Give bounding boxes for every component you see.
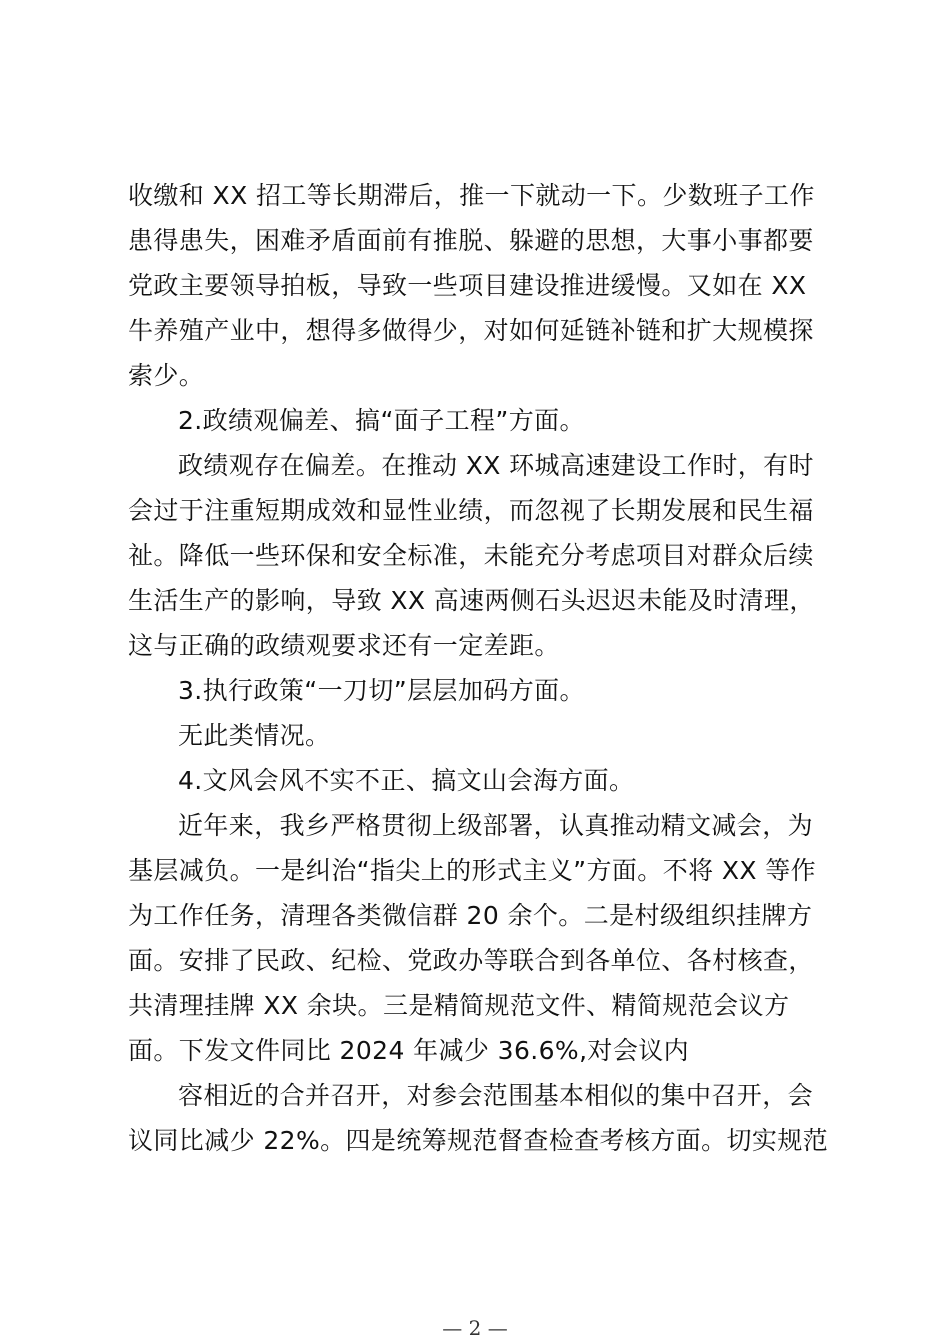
text-line: 党政主要领导拍板，导致一些项目建设推进缓慢。又如在 XX bbox=[128, 271, 807, 300]
paragraph-start: 容相近的合并召开，对参会范围基本相似的集中召开，会 bbox=[178, 1081, 814, 1110]
paragraph-start: 近年来，我乡严格贯彻上级部署，认真推动精文减会，为 bbox=[178, 811, 814, 840]
text-line: 收缴和 XX 招工等长期滞后，推一下就动一下。少数班子工作 bbox=[128, 181, 815, 210]
paragraph-start: 无此类情况。 bbox=[178, 721, 331, 750]
section-heading: 3.执行政策“一刀切”层层加码方面。 bbox=[178, 676, 585, 705]
section-heading: 2.政绩观偏差、搞“面子工程”方面。 bbox=[178, 406, 585, 435]
text-line: 索少。 bbox=[128, 361, 205, 390]
text-line: 基层减负。一是纠治“指尖上的形式主义”方面。不将 XX 等作 bbox=[128, 856, 817, 885]
text-line: 为工作任务，清理各类微信群 20 余个。二是村级组织挂牌方 bbox=[128, 901, 813, 930]
text-line: 这与正确的政绩观要求还有一定差距。 bbox=[128, 631, 560, 660]
text-line: 祉。降低一些环保和安全标准，未能充分考虑项目对群众后续 bbox=[128, 541, 814, 570]
text-line: 牛养殖产业中，想得多做得少，对如何延链补链和扩大规模探 bbox=[128, 316, 814, 345]
text-line: 生活生产的影响，导致 XX 高速两侧石头迟迟未能及时清理， bbox=[128, 586, 815, 615]
text-line: 议同比减少 22%。四是统筹规范督查检查考核方面。切实规范 bbox=[128, 1126, 829, 1155]
section-heading: 4.文风会风不实不正、搞文山会海方面。 bbox=[178, 766, 635, 795]
text-line: 会过于注重短期成效和显性业绩，而忽视了长期发展和民生福 bbox=[128, 496, 814, 525]
text-line: 面。下发文件同比 2024 年减少 36.6%,对会议内 bbox=[128, 1036, 690, 1065]
paragraph-start: 政绩观存在偏差。在推动 XX 环城高速建设工作时，有时 bbox=[178, 451, 814, 480]
text-line: 患得患失，困难矛盾面前有推脱、躲避的思想，大事小事都要 bbox=[128, 226, 814, 255]
page-number: — 2 — bbox=[442, 1316, 508, 1340]
text-line: 共清理挂牌 XX 余块。三是精简规范文件、精简规范会议方 bbox=[128, 991, 790, 1020]
text-line: 面。安排了民政、纪检、党政办等联合到各单位、各村核查， bbox=[128, 946, 814, 975]
